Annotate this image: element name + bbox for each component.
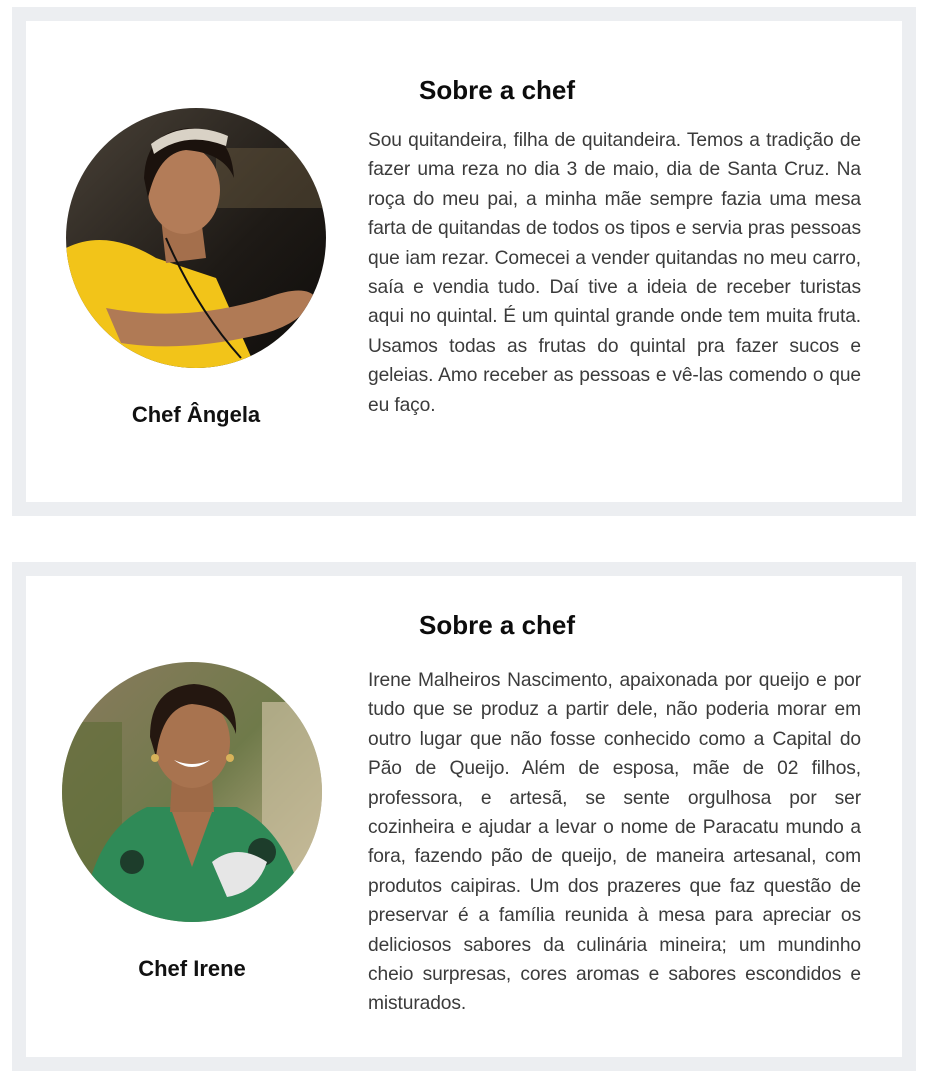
chef-bio: Irene Malheiros Nascimento, apaixonada por queijo e por tudo que se produz a partir dele, não poderia morar em outro lugar que não fosse conhecido como a Capital do Pão de Queijo. Além de esposa, mãe de 02 filhos, professora, e artesã, se sente orgulhosa por ser cozinheira e ajudar a levar o nome de Paracatu mundo a fora, fazendo pão de queijo, de maneira artesanal, com produtos caipiras. Um dos prazeres que faz questão de preservar é a família reunida à mesa para apreciar os deliciosos sabores da culinária mineira; um mundinho cheio surpresas, cores aromas e sabores escondidos e misturados. — [368, 670, 861, 1015]
section-title: Sobre a chef — [419, 75, 576, 105]
chef-bio: Sou quitandeira, filha de quitandeira. Temos a tradição de fazer uma reza no dia 3 de maio, dia de Santa Cruz. Na roça do meu pai, a minha mãe sempre fazia uma mesa farta de quitandas de todos os tipos e servia pras pessoas que iam rezar. Comecei a vender quitandas no meu carro, saía e vendia tudo. Daí tive a ideia de receber turistas aqui no quintal. É um quintal grande onde tem muita fruta. Usamos todas as frutas do quintal pra fazer sucos e geleias. Amo receber as pessoas e vê-las comendo o que eu faço. — [368, 130, 861, 416]
chef-irene-photo — [62, 662, 322, 922]
chef-card-irene — [12, 562, 916, 1071]
chef-card-angela — [12, 7, 916, 516]
chef-name: Chef Ângela — [131, 402, 261, 427]
chef-name: Chef Irene — [138, 956, 246, 981]
section-title: Sobre a chef — [419, 610, 576, 640]
chef-angela-photo — [66, 108, 326, 368]
